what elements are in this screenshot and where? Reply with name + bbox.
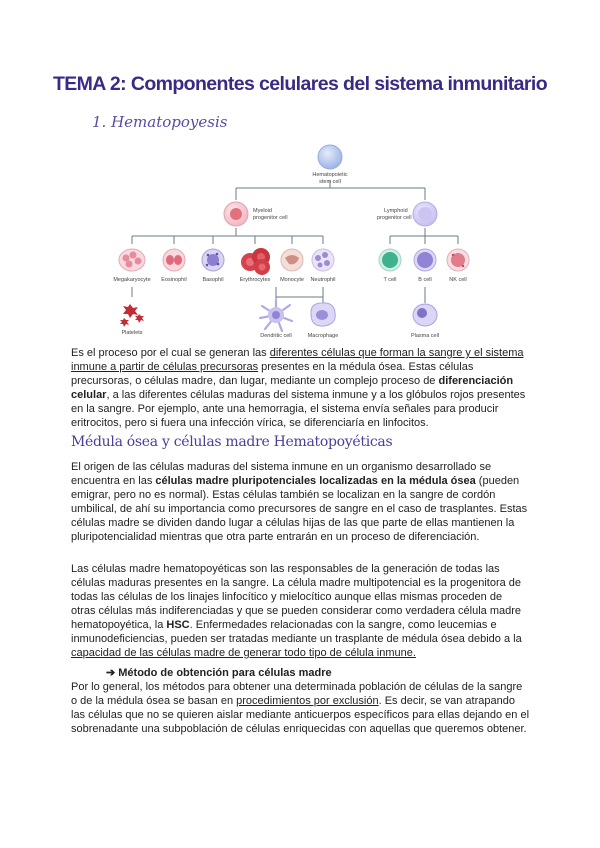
basophil-label: Basophil xyxy=(202,277,224,283)
nk-cell-label: NK cell xyxy=(449,277,467,283)
p4-text-b: . Es decir, se van atrapando las células que no se quieren aislar mediante anticuerpos específicos para ellas dejando en el sobrenadante una subpoblación de células enriquecidas con aquellas que queremos obtener. xyxy=(71,695,530,735)
hsc-label-2: stem cell xyxy=(319,179,341,185)
p1-bold: diferenciación celular xyxy=(71,375,514,401)
erythrocytes-cell xyxy=(241,248,270,275)
macrophage-label: Macrophage xyxy=(307,333,339,339)
myeloid-label: Myeloid xyxy=(253,208,272,214)
dendritic-label: Dendritic cell xyxy=(260,333,292,339)
p1-text-b: presentes en la médula ósea. Estas células precursoras, o células madre, dan lugar, mediante un complejo proceso de xyxy=(71,361,474,387)
section-heading-hematopoyesis: 1. Hematopoyesis xyxy=(92,113,228,131)
p3-underline: capacidad de las células madre de generar todo tipo de célula inmune. xyxy=(71,647,416,659)
p4-text-a: Por lo general, los métodos para obtener una determinada población de células de la sangre o de la médula ósea se basan en xyxy=(71,681,523,707)
hsc-label: Hematopoietic xyxy=(312,172,348,178)
plasma-cell xyxy=(413,304,437,326)
p1-underline: diferentes células que forman la sangre y el sistema inmune a partir de células precursoras xyxy=(71,347,524,373)
erythrocytes-label: Erythrocytes xyxy=(239,277,271,283)
platelets-label: Platelets xyxy=(121,330,143,336)
paragraph-hematopoyesis xyxy=(71,346,529,430)
macrophage-cell xyxy=(311,303,335,326)
monocyte-label: Monocyte xyxy=(280,277,304,283)
section-heading-medula: Médula ósea y células madre Hematopoyéticas xyxy=(71,434,393,450)
neutrophil-cell xyxy=(312,249,334,271)
lymphoid-label-2: progenitor cell xyxy=(377,215,412,221)
paragraph-origen xyxy=(71,460,529,544)
p4-underline: procedimientos por exclusión xyxy=(236,695,379,707)
plasma-label: Plasma cell xyxy=(410,333,440,339)
neutrophil-label: Neutrophil xyxy=(310,277,336,283)
p3-text-b: . Enfermedades relacionadas con la sangre, como leucemias e inmunodeficiencias, pueden ser tratadas mediante un trasplante de médula ósea debido a la xyxy=(71,619,522,645)
b-cell-label: B cell xyxy=(418,277,432,283)
p3-bold: HSC xyxy=(166,619,190,631)
eosinophil-label: Eosinophil xyxy=(161,277,187,283)
p2-text-b: (pueden emigrar, pero no es normal). Estas células también se localizan en la sangre de cordón umbilical, de ahí su importancia como precursores de sangre en el caso de trasplantes. Estas células madre se dividen dando lugar a células hijas de las que parte de ellas mantienen la pluripotencialidad mientras que otra parte entrarán en un proceso de diferenciación. xyxy=(71,475,528,543)
p1-text-c: , a las diferentes células maduras del sistema inmune y a los glóbulos rojos presentes en la sangre. Por ejemplo, ante una hemorragia, el sistema envía señales para producir eritrocitos, pero si fuera una infección vírica, se diferenciaría en linfocitos. xyxy=(71,389,526,429)
diagram-connectors xyxy=(132,180,458,303)
t-cell-label: T cell xyxy=(383,277,397,283)
p2-text-a: El origen de las células maduras del sistema inmune en un organismo desarrollado se encuentra en las xyxy=(71,461,492,487)
paragraph-hsc xyxy=(71,562,529,660)
dendritic-cell xyxy=(260,301,292,331)
document-title: TEMA 2: Componentes celulares del sistema inmunitario xyxy=(52,73,548,95)
hematopoiesis-diagram xyxy=(0,0,600,345)
bullet-metodo-obtencion: ➔ Método de obtención para células madre xyxy=(106,667,332,679)
p3-text-a: Las células madre hematopoyéticas son las responsables de la generación de todas las células maduras presentes en la sangre. La célula madre multipotencial es la progenitora de todas las células de los linajes linfocítico y mielocítico aunque ellas mismas proceden de otras células más indiferenciadas y que se pueden considerar como verdadera célula madre hematopoyética, la xyxy=(71,563,522,631)
lymphoid-label: Lymphoid xyxy=(384,208,408,214)
myeloid-label-2: progenitor cell xyxy=(253,215,288,221)
paragraph-metodos xyxy=(71,680,529,736)
hsc-cell xyxy=(318,145,342,169)
platelets-cell xyxy=(120,304,144,327)
p2-bold: células madre pluripotenciales localizadas en la médula ósea xyxy=(155,475,476,487)
p1-text-a: Es el proceso por el cual se generan las xyxy=(71,347,270,359)
megakaryocyte-label: Megakaryocyte xyxy=(113,277,151,283)
